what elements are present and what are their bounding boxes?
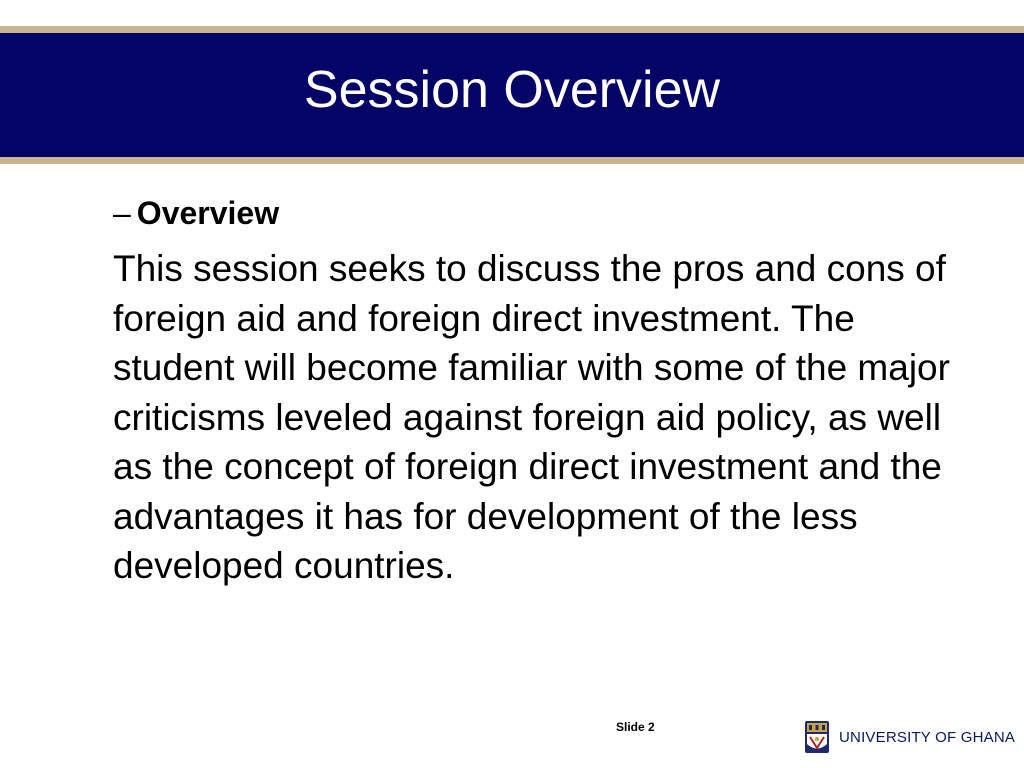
university-logo bbox=[804, 720, 1015, 754]
bullet-dash: – bbox=[113, 195, 131, 231]
university-crest-icon bbox=[804, 720, 830, 754]
slide-number: Slide 2 bbox=[616, 720, 655, 734]
content-area bbox=[113, 195, 973, 591]
title-band bbox=[0, 26, 1024, 164]
subheading-row bbox=[113, 195, 973, 232]
title-bar bbox=[0, 33, 1024, 157]
slide-title: Session Overview bbox=[303, 61, 721, 119]
subheading: Overview bbox=[136, 195, 280, 231]
body-paragraph: This session seeks to discuss the pros and cons of foreign aid and foreign direct investment. The student will become familiar with some of the major criticisms leveled against foreign aid policy, as well as the concept of foreign direct investment and the advantages it has for development of the less developed countries. bbox=[113, 248, 950, 586]
university-name: UNIVERSITY OF GHANA bbox=[839, 728, 1016, 746]
